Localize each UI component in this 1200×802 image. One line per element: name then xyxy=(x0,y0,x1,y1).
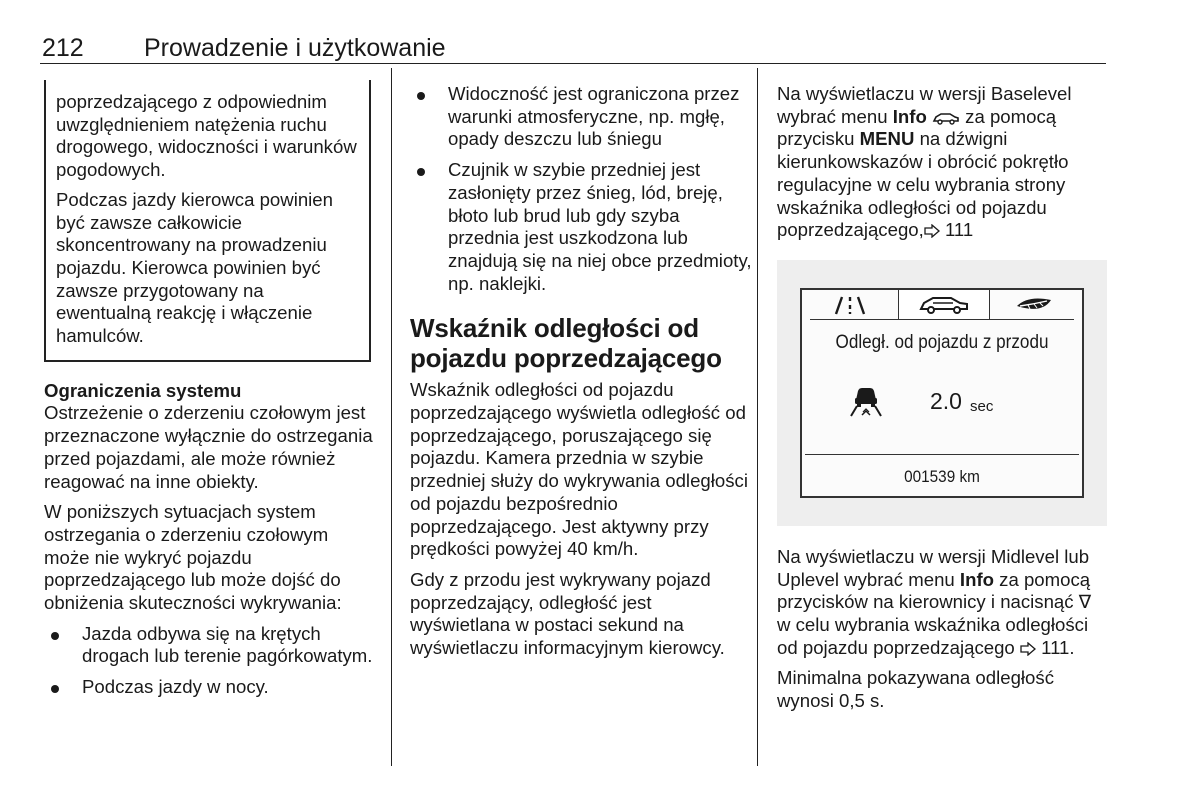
eco-leaf-icon xyxy=(1002,290,1066,320)
bullet-list xyxy=(410,83,755,295)
column-divider xyxy=(391,68,392,766)
note-box xyxy=(44,80,371,362)
note-paragraph: Podczas jazdy kierowca powinien być zawsze całkowicie skoncentrowany na prowadzeniu pojazdu. Kierowca powinien być zawsze przygotowany na ewentualną reakcję i włączenie hamulców. xyxy=(56,188,333,347)
bullet-icon xyxy=(51,685,59,693)
list-item-text: Czujnik w szybie przedniej jest zasłonięty przez śnieg, lód, breję, błoto lub brud lub gdy szyba przednia jest uszkodzona lub znajdują się na niej obce przedmioty, np. naklejki. xyxy=(448,159,752,294)
paragraph: Minimalna pokazywana odległość wynosi 0,5 s. xyxy=(777,667,1054,712)
button-name: MENU xyxy=(859,128,915,150)
list-item-text: Widoczność jest ograniczona przez warunki atmosferyczne, np. mgłę, opady deszczu lub śniegu xyxy=(448,83,740,150)
car-icon xyxy=(927,106,960,127)
display-illustration xyxy=(777,260,1107,526)
list-item-text: Jazda odbywa się na krętych drogach lub terenie pagórkowatym. xyxy=(82,622,373,667)
bullet-icon xyxy=(417,92,425,100)
subheading: Ograniczenia systemu xyxy=(44,379,242,401)
odometer: 001539 km xyxy=(904,466,980,486)
bullet-list xyxy=(44,623,378,699)
column-middle xyxy=(410,83,755,668)
menu-name: Info xyxy=(892,105,927,127)
column-right xyxy=(777,83,1107,721)
paragraph: Ostrzeżenie o zderzeniu czołowym jest przeznaczone wyłącznie do ostrzegania przed pojazdami, ale może również reagować na inne obiekty. xyxy=(44,402,373,492)
display-title: Odległ. od pojazdu z przodu xyxy=(835,331,1049,353)
section-heading: Wskaźnik odległości od pojazdu poprzedzającego xyxy=(410,313,722,374)
chapter-title: Prowadzenie i użytkowanie xyxy=(144,34,446,62)
display-divider xyxy=(805,454,1079,456)
list-item-text: Podczas jazdy w nocy. xyxy=(82,676,269,698)
down-button-symbol: ∇ xyxy=(1078,591,1092,613)
paragraph-midlevel: Na wyświetlaczu w wersji Midlevel lub Uplevel wybrać menu Info za pomocą przycisków na kierownicy i nacisnąć ∇ w celu wybrania wskaźnika odległości od pojazdu poprzedzającego 111. xyxy=(777,545,1092,658)
paragraph: W poniższych sytuacjach system ostrzegania o zderzeniu czołowym może nie wykryć pojazdu poprzedzającego lub może dojść do obniżenia skuteczności wykrywania: xyxy=(44,501,342,614)
column-divider xyxy=(757,68,758,766)
page-header xyxy=(40,34,1106,64)
column-left xyxy=(44,80,378,707)
menu-name: Info xyxy=(959,568,994,590)
driver-info-display xyxy=(800,288,1084,498)
bullet-icon xyxy=(417,168,425,176)
distance-unit: sec xyxy=(970,397,994,415)
vehicle-ahead-icon xyxy=(848,382,884,424)
list-item xyxy=(44,623,378,668)
car-tab-icon xyxy=(898,290,990,320)
paragraph: Gdy z przodu jest wykrywany pojazd poprzedzający, odległość jest wyświetlana w postaci sekund na wyświetlaczu informacyjnym kierowcy. xyxy=(410,568,725,659)
list-item xyxy=(410,83,755,151)
distance-value: 2.0 xyxy=(930,387,962,414)
bullet-icon xyxy=(51,632,59,640)
page-ref-arrow-icon xyxy=(1020,637,1036,658)
list-item xyxy=(410,159,755,295)
paragraph: Wskaźnik odległości od pojazdu poprzedzającego wyświetla odległość od poprzedzającego, poruszającego się pojazdu. Kamera przednia w szybie przedniej służy do wykrywania odległości od pojazdu bezpośrednio poprzedzającego. Jest aktywny przy prędkości powyżej 40 km/h. xyxy=(410,379,748,560)
lane-icon xyxy=(822,290,878,320)
display-tabs xyxy=(802,290,1082,320)
paragraph-baselevel: Na wyświetlaczu w wersji Baselevel wybrać menu Info za pomocą przycisku MENU na dźwigni kierunkowskazów i obrócić pokrętło regulacyjne w celu wybrania strony wskaźnika odległości od pojazdu poprzedzającego, 111 xyxy=(777,83,1072,241)
page-ref-arrow-icon xyxy=(924,219,940,240)
list-item xyxy=(44,676,378,699)
display-divider xyxy=(810,319,1074,321)
page-number: 212 xyxy=(42,34,84,62)
note-paragraph: poprzedzającego z odpowiednim uwzględnieniem natężenia ruchu drogowego, widoczności i warunków pogodowych. xyxy=(56,91,357,181)
